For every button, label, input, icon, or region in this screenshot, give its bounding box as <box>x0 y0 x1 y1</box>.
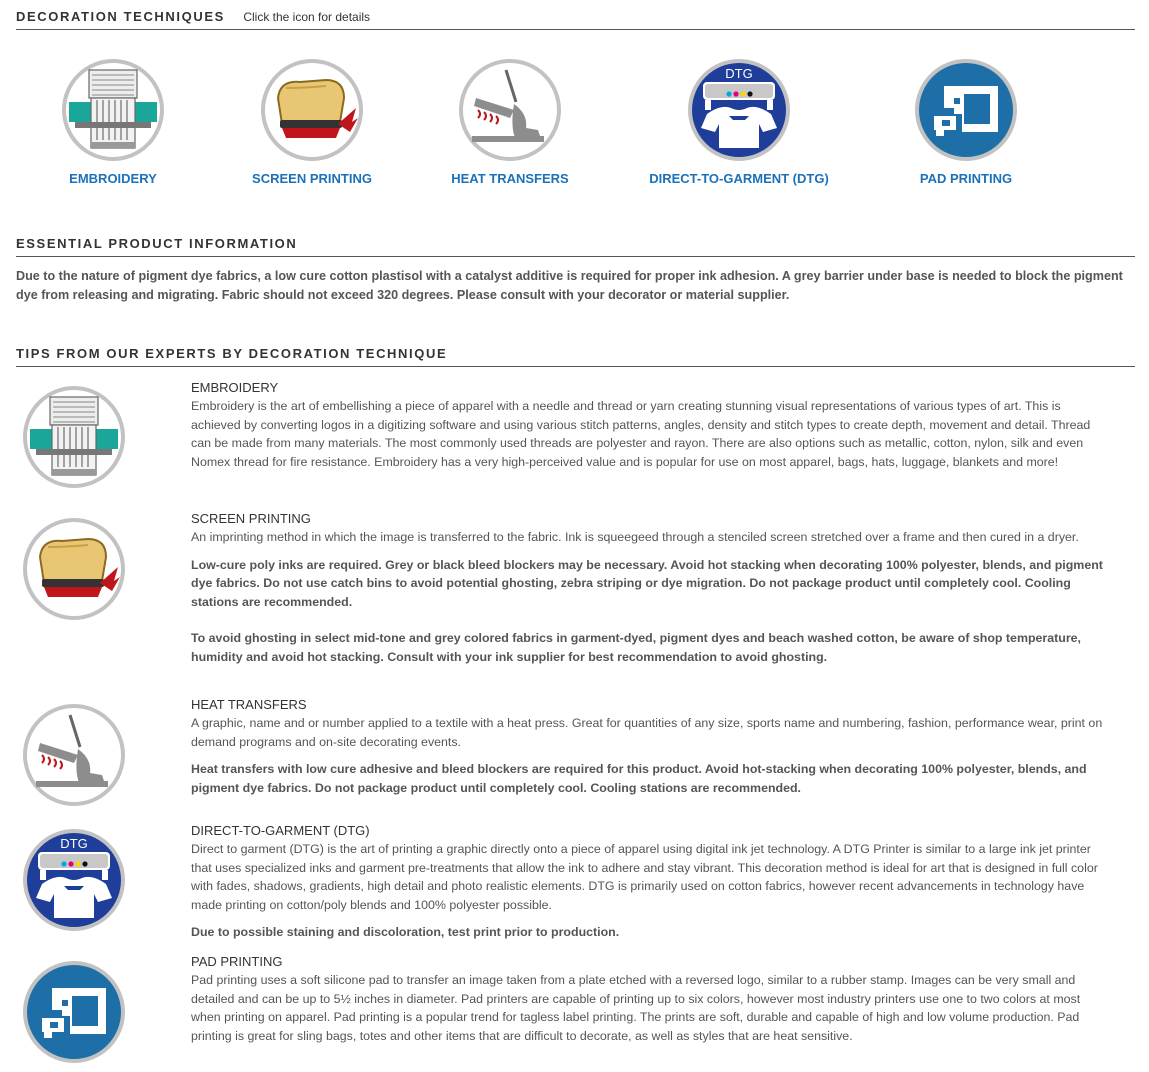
dtg-printer-icon <box>22 828 126 932</box>
technique-pad-printing-label[interactable]: PAD PRINTING <box>919 171 1013 186</box>
pad-printing-machine-icon[interactable] <box>914 58 1018 162</box>
tip-screen-printing <box>191 510 1106 666</box>
screen-printing-squeegee-icon[interactable] <box>260 58 364 162</box>
technique-screen-printing[interactable] <box>212 58 412 186</box>
essential-title: ESSENTIAL PRODUCT INFORMATION <box>16 236 298 251</box>
heat-press-icon <box>22 703 126 807</box>
technique-heat-transfers-label[interactable]: HEAT TRANSFERS <box>451 171 569 186</box>
techniques-subtitle: Click the icon for details <box>243 10 371 24</box>
tip-embroidery-title: EMBROIDERY <box>191 380 279 395</box>
embroidery-machine-icon <box>22 385 126 489</box>
heat-press-icon[interactable] <box>458 58 562 162</box>
screen-printing-squeegee-icon <box>22 517 126 621</box>
techniques-title: DECORATION TECHNIQUES <box>16 9 225 24</box>
tip-dtg-note: Due to possible staining and discoloration, test print prior to production. <box>191 925 620 939</box>
tips-header <box>16 345 1135 367</box>
tip-heat-transfers-note: Heat transfers with low cure adhesive and bleed blockers are required for this product. Avoid hot-stacking when decorating 100% polyester, blends, and pigment dye fabrics. Do not package product until completely cool. Cooling stations are recommended. <box>191 762 1087 795</box>
tip-screen-printing-note2: To avoid ghosting in select mid-tone and grey colored fabrics in garment-dyed, pigment dyes and beach washed cotton, be aware of shop temperature, humidity and avoid hot stacking. Consult with your ink supplier for best recommendation to avoid ghosting. <box>191 631 1081 664</box>
embroidery-machine-icon[interactable] <box>61 58 165 162</box>
tips-title: TIPS FROM OUR EXPERTS BY DECORATION TECHNIQUE <box>16 346 448 361</box>
tip-dtg <box>191 822 1106 942</box>
tip-screen-printing-text: An imprinting method in which the image is transferred to the fabric. Ink is squeegeed through a stenciled screen stretched over a frame and then cured in a dryer. <box>191 530 1079 544</box>
tip-heat-transfers-title: HEAT TRANSFERS <box>191 697 307 712</box>
tip-embroidery-text: Embroidery is the art of embellishing a piece of apparel with a needle and thread or yarn creating stunning visual representations of various types of art. This is achieved by converting logos in a digitizing software and using various stitch patterns, angles, density and stitch types to create depth, movement and detail. Thread can be made from many materials. The most commonly used threads are polyester and rayon. There are also options such as metallic, cotton, nylon, silk and even Nomex thread for fire resistance. Embroidery has a very high-perceived value and is popular for use on most apparel, bags, hats, luggage, blankets and more! <box>191 399 1091 469</box>
essential-header <box>16 235 1135 257</box>
techniques-header <box>16 8 1135 30</box>
essential-info-text: Due to the nature of pigment dye fabrics, a low cure cotton plastisol with a catalyst additive is required for proper ink adhesion. A grey barrier under base is needed to block the pigment dye from releasing and migrating. Fabric should not exceed 320 degrees. Please consult with your decorator or material supplier. <box>16 269 1123 302</box>
tip-screen-printing-note1: Low-cure poly inks are required. Grey or black bleed blockers may be necessary. Avoid hot stacking when decorating 100% polyester, blends, and pigment dye fabrics. Do not use catch bins to avoid potential ghosting, zebra striping or dye migration. Do not package product until completely cool. Cooling stations are recommended. <box>191 557 1103 609</box>
pad-printing-machine-icon <box>22 960 126 1064</box>
tip-dtg-text: Direct to garment (DTG) is the art of printing a graphic directly onto a piece of apparel using digital ink jet technology. A DTG Printer is similar to a large ink jet printer that uses specialized inks and garment pre-treatments that allow the ink to adhere and stay vibrant. This decoration method is ideal for art that is designed in full color with fades, shadows, gradients, high detail and photo realistic elements. DTG is primarily used on cotton fabrics, however recent advancements in technology have made printing on cotton/poly blends and 100% polyester possible. <box>191 842 1098 912</box>
tip-heat-transfers <box>191 696 1106 797</box>
tip-pad-printing-text: Pad printing uses a soft silicone pad to transfer an image taken from a plate etched with a reversed logo, similar to a rubber stamp. Images can be very small and detailed and can be up to 5½ inches in diameter. Pad printers are capable of printing up to six colors, however most industry printers use one to two colors at most when printing on apparel. Pad printing is a popular trend for tagless label printing. The prints are soft, durable and capable of high and low volume production. Pad printing is great for sling bags, totes and other items that are difficult to decorate, as well as styles that are heat sensitive. <box>191 973 1081 1043</box>
technique-dtg[interactable] <box>639 58 839 186</box>
dtg-printer-icon[interactable] <box>687 58 791 162</box>
technique-embroidery[interactable] <box>13 58 213 186</box>
technique-embroidery-label[interactable]: EMBROIDERY <box>69 171 157 186</box>
tip-heat-transfers-text: A graphic, name and or number applied to a textile with a heat press. Great for quantities of any size, sports name and numbering, fashion, performance wear, print on demand programs and on-site decorating events. <box>191 716 1103 749</box>
tip-dtg-title: DIRECT-TO-GARMENT (DTG) <box>191 823 370 838</box>
technique-screen-printing-label[interactable]: SCREEN PRINTING <box>252 171 372 186</box>
tip-screen-printing-title: SCREEN PRINTING <box>191 511 311 526</box>
technique-pad-printing[interactable] <box>866 58 1066 186</box>
tip-pad-printing-title: PAD PRINTING <box>191 954 283 969</box>
tip-pad-printing <box>191 953 1106 1045</box>
technique-dtg-label[interactable]: DIRECT-TO-GARMENT (DTG) <box>649 171 829 186</box>
technique-heat-transfers[interactable] <box>410 58 610 186</box>
tip-embroidery <box>191 379 1106 471</box>
